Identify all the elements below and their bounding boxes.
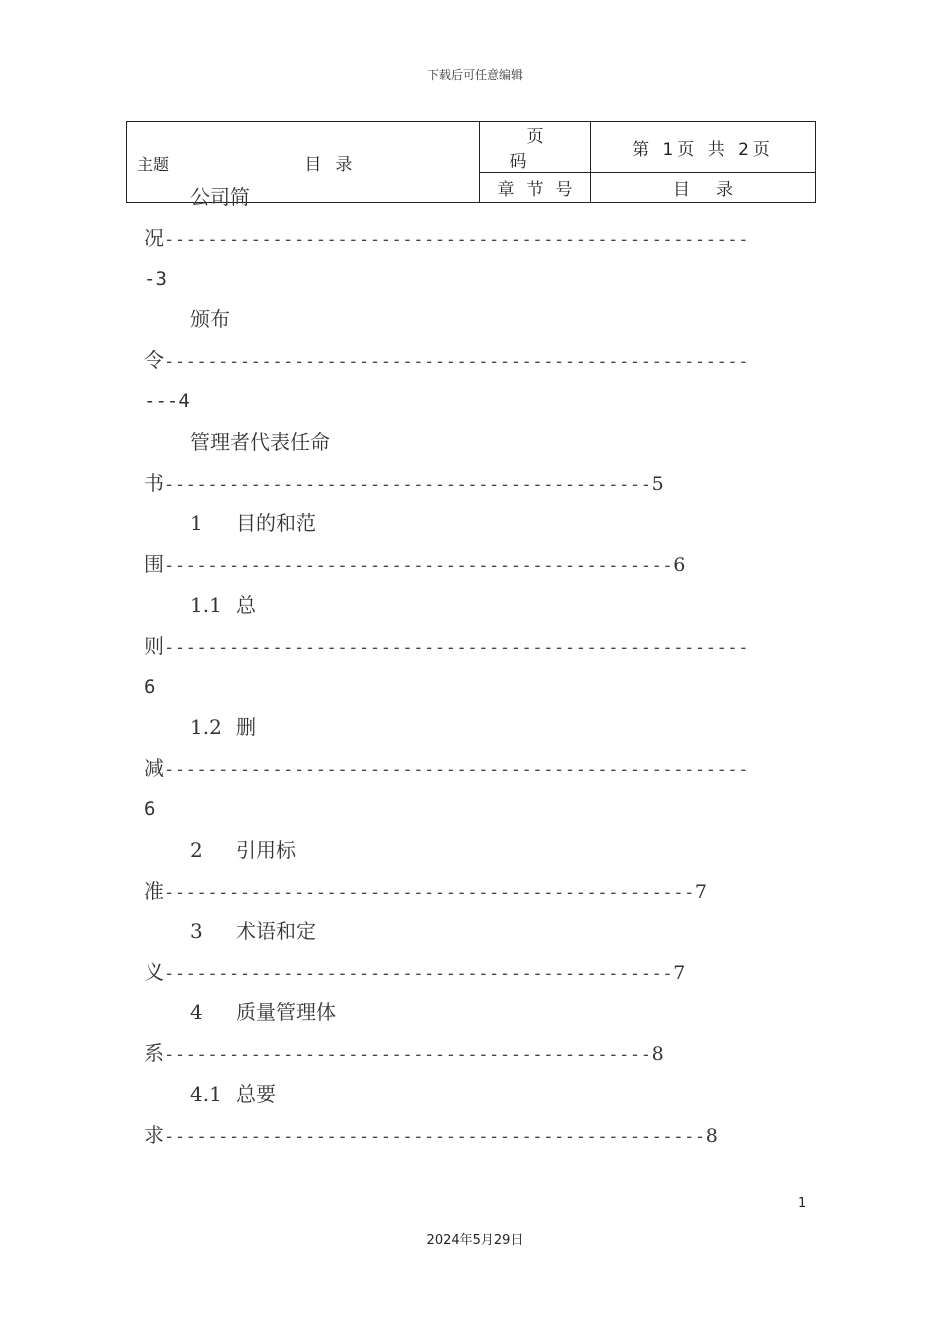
toc-entry-title[interactable] <box>190 592 256 618</box>
toc-entry-line[interactable] <box>144 225 749 253</box>
subject-value: 目录 <box>304 154 367 175</box>
toc-entry-number: 1.1 <box>190 593 222 617</box>
toc-entry-title-text: 总 <box>236 593 256 617</box>
toc-entry-number: 1 <box>190 511 203 535</box>
toc-entry-line[interactable] <box>144 1040 664 1068</box>
toc-entry-line-start: 准 <box>144 879 164 903</box>
footer-date: 2024年5月29日 <box>426 1233 524 1248</box>
toc-entry-title[interactable] <box>190 184 250 210</box>
toc-leader-dashes: ------------------------------------------------------ <box>164 230 750 250</box>
toc-entry-number: 3 <box>190 919 203 943</box>
toc-leader-dashes: ----------------------------------------------- <box>164 964 674 984</box>
toc-entry-number: 1.2 <box>190 715 222 739</box>
toc-entry-line-start: 求 <box>144 1123 164 1147</box>
toc-entry-line[interactable] <box>144 347 749 375</box>
toc-page-number: 8 <box>705 1125 718 1147</box>
toc-entry-number: 4 <box>190 1000 203 1024</box>
toc-leader-dashes: ----------------------------------------------- <box>164 556 674 576</box>
toc-page-number: 6 <box>673 554 686 576</box>
page-code-label: 页码 <box>509 127 578 172</box>
toc-entry-title-text: 管理者代表任命 <box>190 430 330 454</box>
toc-leader-dashes: --------------------------------------------- <box>164 475 652 495</box>
toc-entry-line[interactable] <box>144 755 749 783</box>
toc-leader-dashes: -------------------------------------------------- <box>164 1127 706 1147</box>
toc-entry-line-start: 令 <box>144 348 164 372</box>
toc-entry-title-text: 质量管理体 <box>236 1000 336 1024</box>
toc-entry-title-text: 总要 <box>236 1082 276 1106</box>
toc-entry-title[interactable] <box>190 999 336 1025</box>
page-info: 第 1页 共 2页 <box>632 139 774 160</box>
toc-entry-title[interactable] <box>190 1081 276 1107</box>
toc-entry-continuation: 6 <box>144 798 156 820</box>
toc-entry-line[interactable] <box>144 633 749 661</box>
toc-leader-dashes: ------------------------------------------------------ <box>164 638 750 658</box>
toc-entry-title[interactable] <box>190 510 316 536</box>
toc-entry-title-text: 术语和定 <box>236 919 316 943</box>
toc-entry-continuation: 6 <box>144 676 156 698</box>
section-label: 章节号 <box>497 180 585 200</box>
toc-entry-title-text: 颁布 <box>190 307 230 331</box>
toc-entry-line[interactable] <box>144 470 664 498</box>
toc-page-number: 7 <box>694 881 708 903</box>
toc-entry-title-text: 目的和范 <box>236 511 316 535</box>
page-header: 下载后可任意编辑 <box>426 68 523 82</box>
toc-entry-line-start: 则 <box>144 634 164 658</box>
toc-entry-line[interactable] <box>144 1122 718 1150</box>
toc-entry-title[interactable] <box>190 429 330 455</box>
toc-page-number: 7 <box>673 962 686 984</box>
toc-entry-line-start: 围 <box>144 552 164 576</box>
toc-entry-line-start: 况 <box>144 226 164 250</box>
toc-entry-line[interactable] <box>144 878 707 906</box>
toc-leader-dashes: ------------------------------------------------------ <box>164 352 750 372</box>
toc-entry-line-start: 书 <box>144 471 164 495</box>
toc-entry-title[interactable] <box>190 918 316 944</box>
toc-leader-dashes: ------------------------------------------------------ <box>164 760 750 780</box>
page-number: 1 <box>798 1196 807 1211</box>
toc-entry-title[interactable] <box>190 837 296 863</box>
section-value: 目录 <box>673 180 759 200</box>
subject-label: 主题 <box>137 154 170 174</box>
toc-leader-dashes: ------------------------------------------------- <box>164 883 695 903</box>
toc-entry-title[interactable] <box>190 714 256 740</box>
toc-entry-title[interactable] <box>190 306 230 332</box>
toc-leader-dashes: --------------------------------------------- <box>164 1045 652 1065</box>
toc-entry-line-start: 义 <box>144 960 164 984</box>
toc-entry-continuation: ---4 <box>144 390 190 412</box>
toc-page-number: 5 <box>651 473 664 495</box>
toc-entry-number: 2 <box>190 838 203 862</box>
toc-entry-title-text: 引用标 <box>236 838 296 862</box>
toc-entry-title-text: 删 <box>236 715 256 739</box>
toc-entry-line-start: 减 <box>144 756 164 780</box>
toc-entry-number: 4.1 <box>190 1082 222 1106</box>
toc-entry-line[interactable] <box>144 551 685 579</box>
toc-page-number: 8 <box>651 1043 664 1065</box>
toc-entry-line[interactable] <box>144 959 685 987</box>
toc-entry-line-start: 系 <box>144 1041 164 1065</box>
toc-entry-title-text: 公司简 <box>190 185 250 209</box>
toc-entry-continuation: -3 <box>144 268 167 290</box>
